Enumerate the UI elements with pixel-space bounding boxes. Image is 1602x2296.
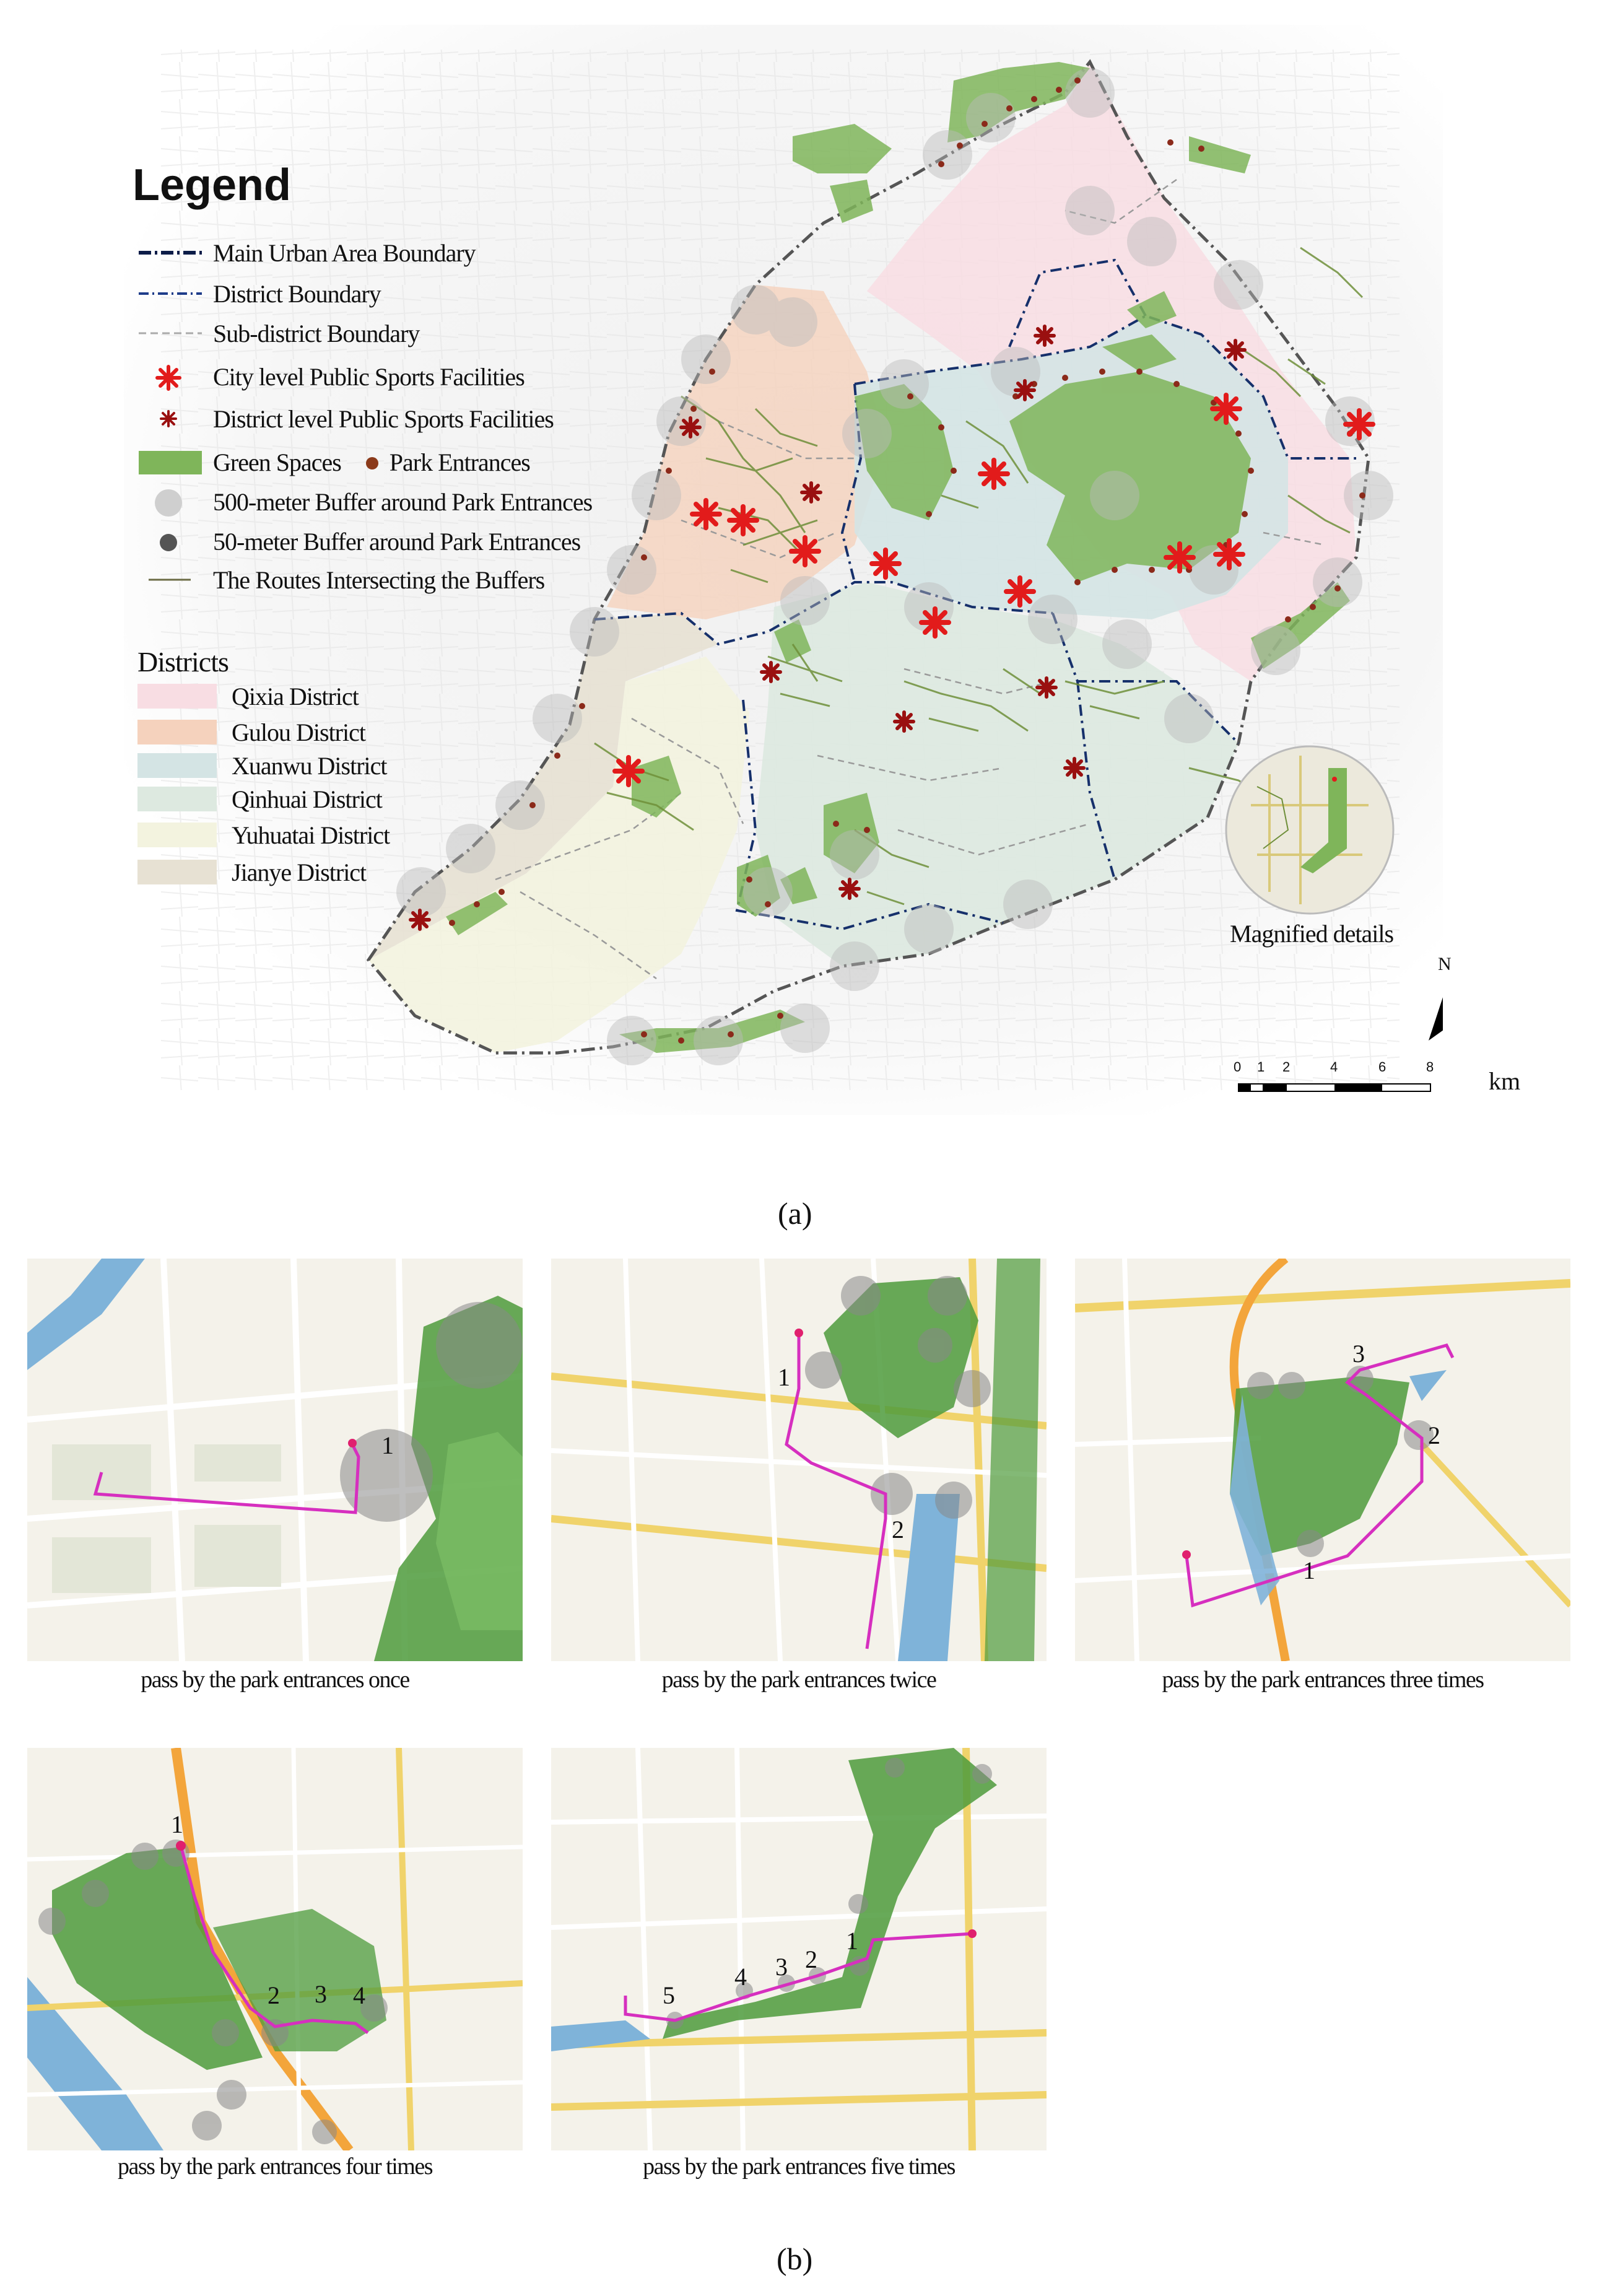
magnified-details-label: Magnified details — [1230, 920, 1394, 948]
panel-four-times-map — [27, 1748, 523, 2150]
route-number-1: 1 — [381, 1431, 394, 1459]
district-facility-marker — [802, 483, 821, 502]
city-facility-marker — [1212, 395, 1240, 422]
legend-item-500m-buffer: 500-meter Buffer around Park Entrances — [136, 483, 592, 520]
city-facility-marker — [1006, 578, 1034, 605]
route-number-1: 1 — [778, 1363, 790, 1391]
district-facility-marker — [1035, 326, 1054, 345]
panel-twice-map — [551, 1259, 1047, 1661]
route-origin-dot — [968, 1929, 977, 1938]
panel-four-times-caption: pass by the park entrances four times — [118, 2154, 432, 2180]
district-item-yuhuatai: Yuhuatai District — [137, 818, 390, 852]
district-facility-marker — [840, 880, 859, 898]
dash-dot-blue-line-icon — [136, 275, 204, 312]
scale-tick-4: 4 — [1330, 1059, 1338, 1075]
route-number-4: 4 — [353, 1981, 365, 2009]
route-number-4: 4 — [734, 1963, 747, 1991]
route-number-1: 1 — [1303, 1556, 1315, 1584]
route-number-2: 2 — [268, 1981, 280, 2009]
panel-five-times-caption: pass by the park entrances five times — [643, 2154, 955, 2180]
city-facility-marker — [615, 757, 642, 785]
legend-item-green-spaces: Green Spaces Park Entrances — [136, 443, 530, 481]
grey-circle-icon — [136, 483, 204, 520]
city-facility-marker — [872, 550, 899, 577]
dash-dot-dark-line-icon — [136, 234, 204, 271]
panel-once — [27, 1259, 523, 1661]
route-origin-dot — [1182, 1550, 1191, 1559]
buffer-500m-circle — [436, 1302, 523, 1389]
route-number-2: 2 — [892, 1516, 904, 1543]
district-item-qixia: Qixia District — [137, 679, 359, 714]
route-number-2: 2 — [805, 1945, 817, 1973]
legend-item-district-boundary: District Boundary — [136, 275, 381, 312]
district-facility-marker — [1037, 678, 1056, 697]
legend-item-district-facilities: District level Public Sports Facilities — [136, 400, 554, 437]
district-swatch — [137, 860, 217, 884]
panel-once-caption: pass by the park entrances once — [141, 1667, 409, 1693]
large-red-asterisk-icon — [136, 358, 204, 395]
panel-twice — [551, 1259, 1047, 1661]
scale-bar — [1239, 1084, 1430, 1091]
brown-dot-icon — [360, 443, 385, 481]
district-swatch — [137, 684, 217, 709]
legend-item-routes: The Routes Intersecting the Buffers — [136, 561, 544, 598]
city-facility-marker — [921, 609, 949, 636]
route-number-5: 5 — [663, 1981, 675, 2009]
district-facility-marker — [411, 910, 429, 929]
district-facility-marker — [895, 712, 913, 731]
dashed-grey-line-icon — [136, 315, 204, 352]
route-origin-dot — [794, 1329, 803, 1337]
city-facility-marker — [1166, 544, 1193, 571]
city-facility-marker — [1346, 411, 1373, 438]
route-origin-dot — [176, 1841, 186, 1851]
district-item-xuanwu: Xuanwu District — [137, 748, 387, 783]
route-number-2: 2 — [1428, 1421, 1440, 1449]
route-number-3: 3 — [315, 1980, 327, 2008]
route-number-1: 1 — [171, 1810, 183, 1838]
route-number-1: 1 — [846, 1927, 858, 1955]
district-swatch — [137, 753, 217, 778]
panel-four-times — [27, 1748, 523, 2150]
city-facility-marker — [791, 538, 819, 565]
panel-once-map — [27, 1259, 523, 1661]
legend-item-main-boundary: Main Urban Area Boundary — [136, 234, 476, 271]
caption-b: (b) — [777, 2241, 813, 2276]
small-darkred-asterisk-icon — [136, 400, 204, 437]
panel-five-times-map — [551, 1748, 1047, 2150]
district-swatch — [137, 823, 217, 847]
district-facility-marker — [1016, 381, 1034, 399]
scale-tick-8: 8 — [1426, 1059, 1434, 1075]
district-facility-marker — [681, 418, 700, 437]
legend-item-city-facilities: City level Public Sports Facilities — [136, 358, 525, 395]
city-facility-marker — [692, 500, 720, 528]
dark-grey-dot-icon — [136, 523, 204, 560]
district-facility-marker — [1065, 759, 1084, 777]
green-rect-icon — [136, 443, 204, 481]
thin-line-icon — [136, 561, 204, 598]
scale-tick-0: 0 — [1234, 1059, 1242, 1075]
caption-a: (a) — [778, 1196, 812, 1231]
city-facility-marker — [980, 460, 1008, 487]
legend-title: Legend — [133, 160, 292, 210]
panel-three-times-caption: pass by the park entrances three times — [1162, 1667, 1484, 1693]
panel-three-times — [1075, 1259, 1570, 1661]
districts-title: Districts — [137, 646, 229, 678]
legend-item-50m-buffer: 50-meter Buffer around Park Entrances — [136, 523, 580, 560]
scale-tick-2: 2 — [1282, 1059, 1291, 1075]
district-item-qinhuai: Qinhuai District — [137, 782, 382, 816]
scale-tick-6: 6 — [1378, 1059, 1387, 1075]
magnified-details-inset — [1226, 746, 1393, 914]
north-label: N — [1438, 954, 1452, 974]
legend-item-subdistrict-boundary: Sub-district Boundary — [136, 315, 419, 352]
district-swatch — [137, 787, 217, 811]
panel-three-times-map — [1075, 1259, 1570, 1661]
route-origin-dot — [348, 1439, 357, 1447]
district-item-jianye: Jianye District — [137, 855, 366, 889]
district-facility-marker — [762, 663, 780, 681]
panel-five-times — [551, 1748, 1047, 2150]
city-facility-marker — [1216, 541, 1243, 568]
route-number-3: 3 — [1352, 1340, 1365, 1368]
scale-tick-1: 1 — [1257, 1059, 1265, 1075]
district-facility-marker — [1226, 341, 1245, 359]
panel-twice-caption: pass by the park entrances twice — [661, 1667, 936, 1693]
scale-unit: km — [1489, 1067, 1521, 1095]
route-number-3: 3 — [775, 1953, 788, 1981]
district-item-gulou: Gulou District — [137, 715, 365, 749]
district-swatch — [137, 720, 217, 744]
city-facility-marker — [729, 507, 757, 534]
